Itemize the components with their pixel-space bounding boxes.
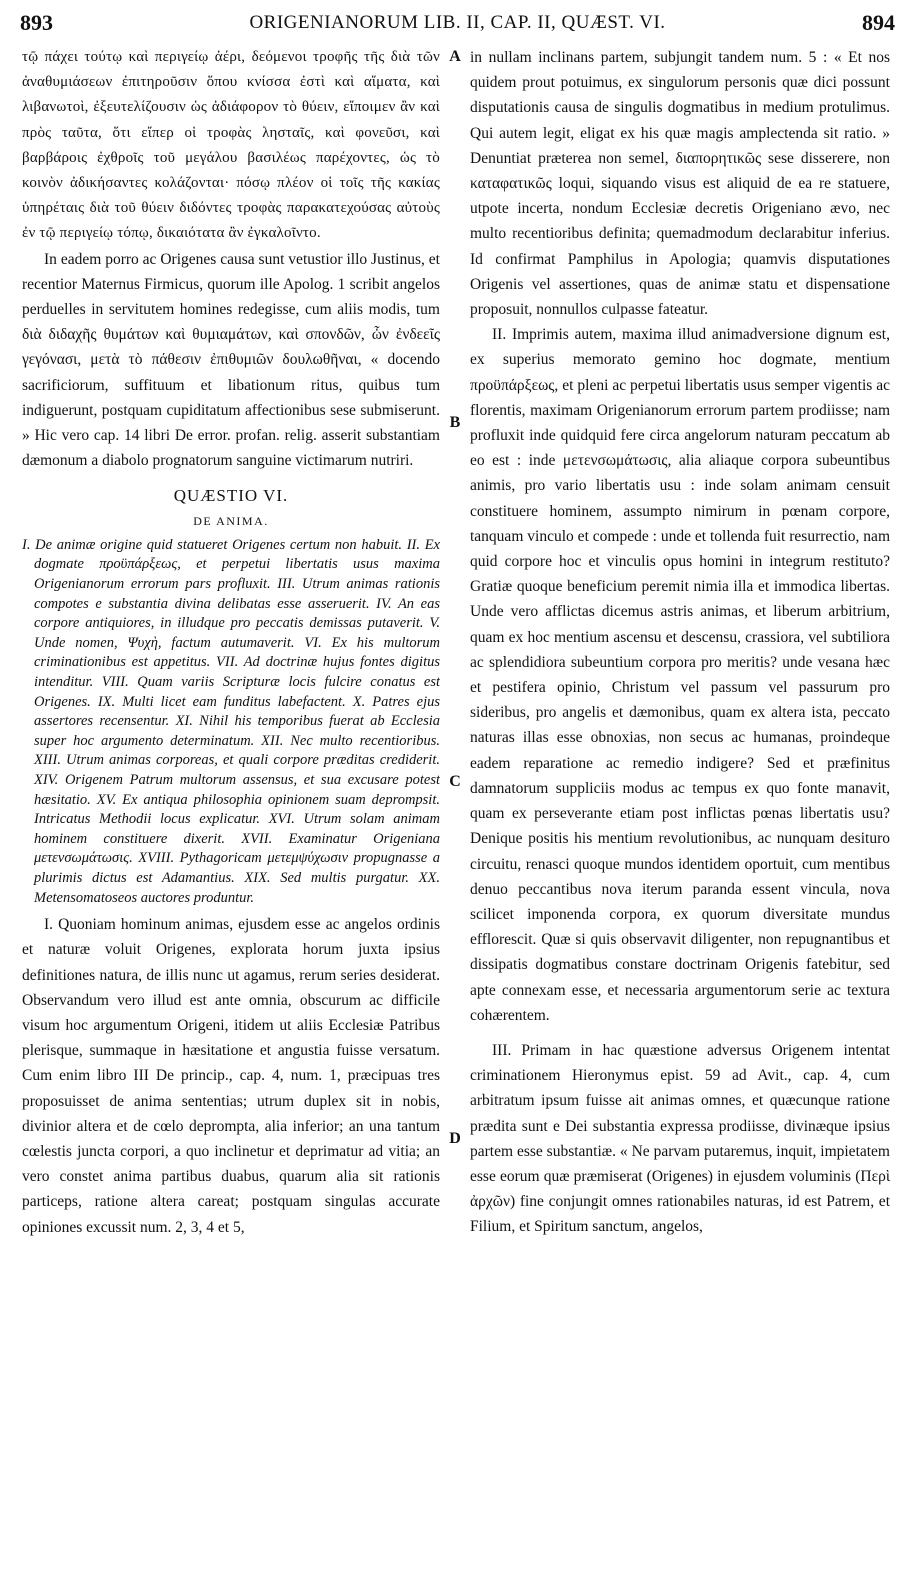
page-header	[20, 8, 895, 42]
section-two-paragraph: II. Imprimis autem, maxima illud animadversione dignum est, ex superius memorato gemino hoc dogmate, mentium προϋπάρξεως, et pleni ac perpetui libertatis usus semper vigentis ac florentis, maximam Origenianorum errorum partem prodiisse; nam profluxit inde quidquid fere circa angelorum naturam peccatum ab eo est : inde μετενσωμάτωσις, alia aliaque corpora subeuntibus animis, pro vario libertatis usu : inde solam animam censuit constituere hominem, assumpto nimirum in pœnam corpore, tanquam vinculo et compede : unde et tollenda fuit resurrectio, nam quid corpore hoc et vinculis opus homini in integrum restituto? Gratiæ quoque beneficium peremit nimia illa et immodica libertas. Unde vero afflictas dicemus astris animas, et liberum arbitrium, quam ex hoc mentium ascensu et descensu, crassiora, vel subtiliora ac splendidiora subeuntium corpora pro meritis? unde vesana hæc et pestifera opinio, Christum vel passum vel passurum pro sideribus, pro angelis et dæmonibus, quam ex altera ista, peccato naturas illas esse obnoxias, non secus ac humanas, proindeque eadem reparatione ac remedio indigere? Sed et præfinitus damnatorum suppliciis modus ac tempus ex quo fonte manavit, quam ex perseverante etiam post inflictas pœnas libertatis usu? Denique positis his mentium revolutionibus, ac nunquam desituro circuitu, renasci quoque mundos identidem oportuit, cum mentibus denuo peccantibus nova iterum paranda essent vincula, nova scilicet imponenda corpora, ex quorum diversitate mundus efflorescit. Quæ si quis observavit diligenter, non repugnantibus et dissipatis dogmatibus constare doctrinam Origenis fatebitur, sed apte connexam esse, et necessaria argumentorum serie ac textura cohærentem.	[470, 326, 890, 1024]
page-number-left: 893	[20, 10, 53, 35]
continuation-paragraph: in nullam inclinans partem, subjungit tandem num. 5 : « Et nos quidem prout potuimus, ex singulorum personis quæ dici possunt disputationis causa de singulis dogmatibus in medium protulimus. Qui autem legit, eligat ex his quæ magis amplectenda sit ratio. » Denuntiat præterea non semel, διαπορητικῶς sese disserere, non καταφατικῶς loqui, siquando visus est aliquid de ea re statuere, utpote incerta, nondum Ecclesiæ decretis Origeniano ævo, nec multo recentioribus definita; quemadmodum declarabitur inferius. Id confirmat Pamphilus in Apologia; quamvis disputationes Origenis vel assertiones, quas de animæ statu et dispensatione proposuit, nonnullos culpasse fateatur.	[470, 49, 890, 319]
paragraph-gap	[470, 1028, 890, 1038]
greek-paragraph: τῷ πάχει τούτῳ καὶ περιγείῳ ἀέρι, δεόμενοι τροφῆς τῆς διὰ τῶν ἀναθυμιάσεων ἐπιτηροῦσιν ὅπου κνίσσα ἐστὶ καὶ αἵματα, καὶ λιβανωτοὶ, ἐξευτελίζουσιν ὡς ἀδιάφορον τὸ θύειν, εἴποιμεν ἂν καὶ πρὸς ταῦτα, ὅτι εἴπερ οἱ τροφὰς λησταῖς, καὶ φονεῦσι, καὶ βαρβάροις ἐχθροῖς τοῦ μεγάλου βασιλέως παρέχοντες, ὡς τὸ κοινὸν ἀδικήσαντες κολάζονται· πόσῳ πλέον οἱ τοῖς τῆς κακίας ὑπηρέταις διὰ τοῦ θύειν διδόντες τροφὰς παρακατεχούσας αὐτοὺς ἐν τῷ περιγείῳ τόπῳ, δικαιότατα ἂν ἐγκαλοῖντο.	[22, 49, 440, 242]
margin-letter-b: B	[449, 414, 461, 431]
question-subtitle: DE ANIMA.	[193, 513, 269, 528]
question-title: QUÆSTIO VI.	[173, 486, 289, 506]
margin-letter-c: C	[449, 773, 461, 790]
margin-letter-a: A	[449, 48, 461, 65]
page-number-right: 894	[862, 10, 895, 35]
justinus-paragraph: In eadem porro ac Origenes causa sunt vetustior illo Justinus, et recentior Maternus Firmicus, quorum ille Apolog. 1 scribit angelos perduelles in servitutem homines redegisse, cum aliis modis, tum διὰ διδαχῆς θυμάτων καὶ θυμιαμάτων, καὶ σπονδῶν, ὧν ἐνδεεῖς γεγόνασι, μετὰ τὸ πάθεσιν ἐπιθυμιῶν δουλωθῆναι, « docendo sacrificiorum, suffituum et libationum ritus, quibus tum indiguerunt, postquam cupiditatum affectionibus sese submiserunt. » Hic vero cap. 14 libri De error. profan. relig. asserit substantiam dæmonum a diabolo prognatorum sanguine victimarum nutriri.	[22, 250, 440, 470]
running-title: ORIGENIANORUM LIB. II, CAP. II, QUÆST. VI.	[249, 12, 666, 33]
section-three-paragraph: III. Primam in hac quæstione adversus Origenem intentat criminationem Hieronymus epist. 59 ad Avit., cap. 4, cum arbitratum ipsum fuisse ait animas omnes, et quæcunque ratione prædita sunt e Dei substantia expressa prodiisse, divinæque ipsius partem esse substantiæ. « Ne parvam putaremus, inquit, impietatem esse eorum quæ præmiserat (Origenes) in ejusdem voluminis (Περὶ ἀρχῶν) fine conjungit omnes rationabiles naturas, id est Patrem, et Filium, et Spiritum sanctum, angelos,	[470, 1041, 890, 1236]
section-one-paragraph: I. Quoniam hominum animas, ejusdem esse ac angelos ordinis et naturæ voluit Origenes, explorata horum juxta ipsius definitiones natura, de illis nunc ut agamus, rerum series desiderat. Observandum vero illud est ante omnia, obscurum ac difficile visum hoc argumentum Origeni, itidem ut aliis Ecclesiæ Patribus plerisque, summaque in hæsitatione et angustia fuisse versatum. Cum enim libro III De princip., cap. 4, num. 1, præcipuas tres proposuisset de anima sententias; utrum duplex sit in nobis, divinior altera et de cœlo deprompta, alia inferior; an una tantum cœlestis juncta corpori, a quo inclinetur et deprimatur ad vitia; an vero constet anima partibus duabus, quarum alia sit rationis particeps, ratione altera careat; postquam singulas accurate opiniones excussit num. 2, 3, 4 et 5,	[22, 916, 440, 1236]
chapter-summary: I. De animæ origine quid statueret Origenes certum non habuit. II. Ex dogmate προϋπάρξεως, et perpetui libertatis usus maxima Origenianorum errorum pars profluxit. III. Utrum animas rationis compotes e substantia divina delibatas esse asseruerit. IV. An eas corpore antiquiores, in illudque pro peccatis demissas putaverit. V. Unde nomen, Ψυχὴ, factum autumaverit. VI. Ex his multorum criminationibus est appetitus. VII. Ad doctrinæ hujus fontes digitus intenditur. VIII. Quam variis Scripturæ locis fulcire conatus est Origenes. IX. Multi licet eam funditus labefactent. X. Patres ejus assertores recensentur. XI. Nihil his temporibus fuerat ab Ecclesia super hoc argumento determinatum. XII. Nec multo recentioribus. XIII. Utrum animas corporeas, et quali corpore præditas crediderit. XIV. Origenem Patrum multorum assensus, et sua excusare potest hæsitatio. XV. Ex antiqua philosophia opinionem suam deprompsit. Intricatus Methodii locus explicatur. XVI. Utrum solam animam hominem constituere dixerit. XVII. Examinatur Origeniana μετενσωμάτωσις. XVIII. Pythagoricam μετεμψύχωσιν propugnasse a plurimis dictus est Adamantius. XIX. Sed multis purgatur. XX. Metensomatoseos auctores produntur.	[22, 536, 440, 906]
left-column	[22, 45, 440, 1555]
margin-letter-d: D	[449, 1130, 461, 1147]
right-column	[470, 45, 890, 1555]
